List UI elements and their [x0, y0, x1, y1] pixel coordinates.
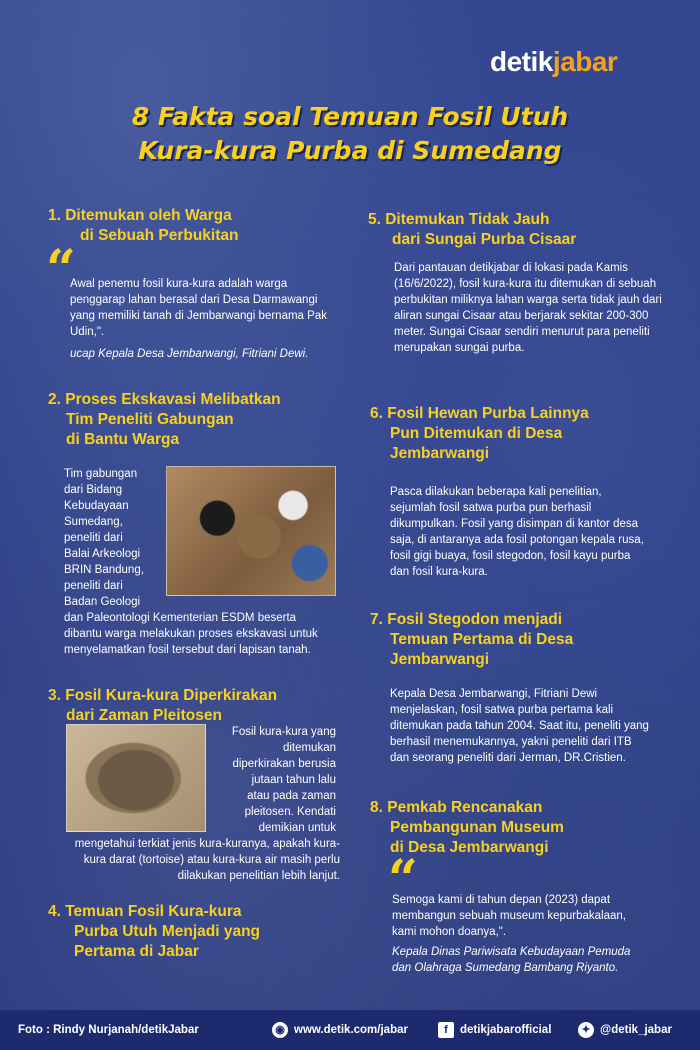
fact-7-heading	[370, 610, 670, 670]
fact-3-line: jutaan tahun lalu	[251, 774, 336, 786]
fact-6-text: Pasca dilakukan beberapa kali penelitian, sejumlah fosil satwa purba pun berhasil dikumpulkan. Fosil yang disimpan di kantor desa saja, di antaranya ada fosil potongan kepala rusa, fosil gigi buaya, fosil stegodon, fosil kayu purba dan fosil kura-kura.	[390, 486, 644, 578]
fact-2-line: Kebudayaan	[64, 500, 129, 512]
fact-3-line: atau pada zaman	[247, 790, 336, 802]
fact-2-title-line-3: di Bantu Warga	[66, 431, 180, 448]
excavation-photo	[166, 466, 336, 596]
fact-3-line: diperkirakan berusia	[232, 758, 336, 770]
fact-2-line: Sumedang,	[64, 516, 123, 528]
fact-2-line: peneliti dari	[64, 580, 123, 592]
fact-3-line: ditemukan	[282, 742, 336, 754]
fact-2-line: Tim gabungan	[64, 468, 138, 480]
fact-2-line: Badan Geologi	[64, 596, 141, 608]
fact-1-heading	[48, 206, 318, 246]
twitter-link[interactable]	[578, 1022, 672, 1038]
fact-4-title-line-1: 4. Temuan Fosil Kura-kura	[48, 903, 242, 920]
page-title	[0, 100, 700, 168]
fact-2-text-rest: dan Paleontologi Kementerian ESDM beserta dibantu warga melakukan proses ekskavasi untuk menyelamatkan fosil tersebut dari lapisan tanah.	[64, 612, 318, 656]
title-line-2: Kura-kura Purba di Sumedang	[138, 136, 562, 165]
website-label: www.detik.com/jabar	[294, 1024, 408, 1037]
fact-3-title-line-2: dari Zaman Pleitosen	[66, 707, 222, 724]
fact-7-title-line-3: Jembarwangi	[390, 651, 490, 668]
fact-3-title-line-1: 3. Fosil Kura-kura Diperkirakan	[48, 687, 278, 704]
turtle-fossil-photo	[66, 724, 206, 832]
facebook-link[interactable]	[438, 1022, 551, 1038]
fact-1-title-line-2: di Sebuah Perbukitan	[80, 227, 239, 244]
fact-7-text: Kepala Desa Jembarwangi, Fitriani Dewi menjelaskan, fosil satwa purba pertama kali ditemukan pada tahun 2004. Saat itu, peneliti yang berhasil menemukannya, yakni peneliti dari ITB dan seorang peneliti dari Jerman, DR.Cristien.	[390, 688, 649, 764]
fact-2-line: dari Bidang	[64, 484, 123, 496]
fact-7-title-line-1: 7. Fosil Stegodon menjadi	[370, 611, 563, 628]
fact-6-title-line-2: Pun Ditemukan di Desa	[390, 425, 563, 442]
detikjabar-logo	[490, 44, 617, 80]
fact-4-title-line-3: Pertama di Jabar	[74, 943, 199, 960]
globe-icon: ◉	[272, 1022, 288, 1038]
fact-2-title-line-2: Tim Peneliti Gabungan	[66, 411, 234, 428]
fact-6-title-line-3: Jembarwangi	[390, 445, 490, 462]
fact-3-text-rest: mengetahui terkiat jenis kura-kuranya, apakah kura-kura darat (tortoise) atau kura-kura air masih perlu dilakukan penelitian lebih lanjut.	[74, 838, 340, 882]
fact-6-title-line-1: 6. Fosil Hewan Purba Lainnya	[370, 405, 589, 422]
website-link[interactable]	[272, 1022, 408, 1038]
quote-icon: “	[388, 849, 418, 910]
fact-4-heading	[48, 902, 348, 962]
fact-3-text-wrap	[210, 724, 336, 836]
fact-8-title-line-1: 8. Pemkab Rencanakan	[370, 799, 543, 816]
twitter-icon: ✦	[578, 1022, 594, 1038]
fact-2-text-wrap	[64, 466, 174, 610]
fact-8-title-line-3: di Desa Jembarwangi	[390, 839, 549, 856]
fact-3-heading	[48, 686, 348, 726]
fact-2-line: peneliti dari	[64, 532, 123, 544]
fact-8-attribution: Kepala Dinas Pariwisata Kebudayaan Pemuda dan Olahraga Sumedang Bambang Riyanto.	[392, 946, 631, 974]
fact-5-title-line-2: dari Sungai Purba Cisaar	[392, 231, 577, 248]
quote-icon: “	[46, 239, 76, 300]
logo-jabar: jabar	[552, 46, 618, 77]
fact-3-line: Fosil kura-kura yang	[231, 726, 336, 738]
fact-7-title-line-2: Temuan Pertama di Desa	[390, 631, 574, 648]
title-line-1: 8 Fakta soal Temuan Fosil Utuh	[131, 102, 569, 131]
twitter-label: @detik_jabar	[600, 1024, 672, 1037]
fact-1-title-line-1: 1. Ditemukan oleh Warga	[48, 207, 232, 224]
fact-5-heading	[368, 210, 668, 250]
fact-4-title-line-2: Purba Utuh Menjadi yang	[74, 923, 261, 940]
fact-2-title-line-1: 2. Proses Ekskavasi Melibatkan	[48, 391, 281, 408]
fact-2-heading	[48, 390, 348, 450]
fact-8-title-line-2: Pembangunan Museum	[390, 819, 564, 836]
fact-1-text: Awal penemu fosil kura-kura adalah warga penggarap lahan berasal dari Desa Darmawangi yang memiliki tanah di Jembarwangi bernama Pak Udin,".	[70, 278, 327, 338]
fact-6-heading	[370, 404, 670, 464]
logo-detik: detik	[490, 46, 553, 77]
facebook-label: detikjabarofficial	[460, 1024, 552, 1037]
fact-2-line: Balai Arkeologi	[64, 548, 141, 560]
fact-5-text: Dari pantauan detikjabar di lokasi pada Kamis (16/6/2022), fosil kura-kura itu ditemukan di sebuah perbukitan miliknya lahan warga serta tidak jauh dari aliran sungai Cisaar atau berjarak sekitar 200-300 meter. Sungai Cisaar sendiri menurut para peneliti merupakan sungai purba.	[394, 262, 662, 354]
fact-1-attribution: ucap Kepala Desa Jembarwangi, Fitriani Dewi.	[70, 348, 309, 360]
fact-5-title-line-1: 5. Ditemukan Tidak Jauh	[368, 211, 550, 228]
photo-credit: Foto : Rindy Nurjanah/detikJabar	[18, 1024, 199, 1036]
fact-3-line: demikian untuk	[258, 822, 336, 834]
fact-8-text: Semoga kami di tahun depan (2023) dapat membangun sebuah museum kepurbakalaan, kami mohon doanya,".	[392, 894, 626, 938]
facebook-icon: f	[438, 1022, 454, 1038]
fact-3-line: pleitosen. Kendati	[244, 806, 336, 818]
fact-2-line: BRIN Bandung,	[64, 564, 144, 576]
footer-bar	[0, 1010, 700, 1050]
